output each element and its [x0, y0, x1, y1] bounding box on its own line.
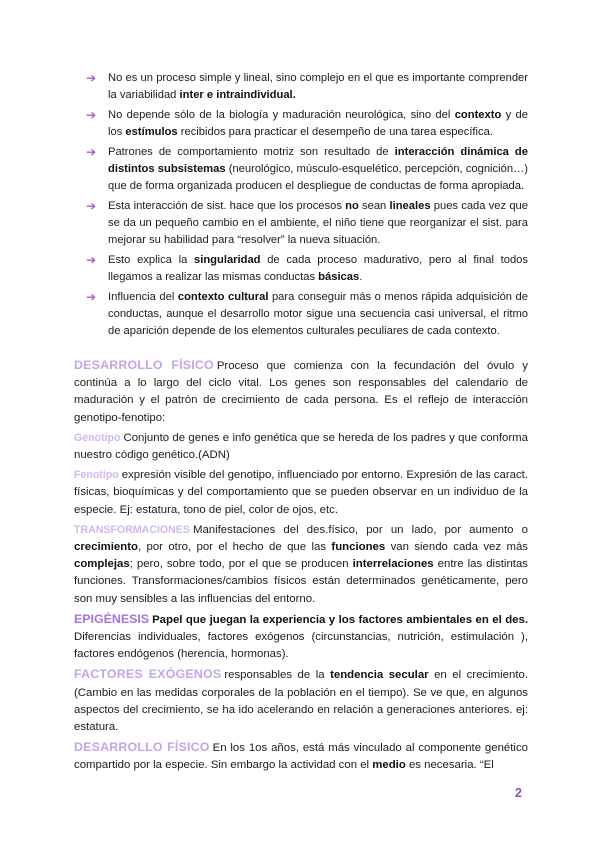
text-run: Esto explica la — [108, 254, 194, 266]
text-run: Influencia del — [108, 291, 178, 303]
text-run: para conseguir más o menos rápida adquisición de conductas, aunque el desarrollo motor sigue una secuencia casi universal, el ritmo de aparición depende de los elementos culturales peculiares de cada contexto. — [108, 291, 528, 337]
section-paragraph — [74, 430, 528, 464]
text-run: pues cada vez que se da un pequeño cambio en el ambiente, el niño tiene que reorganizar el sist. para mejorar su habilidad para “resolver” la nueva situación. — [108, 200, 528, 246]
arrow-bullet-icon: ➔ — [86, 290, 97, 304]
text-run: . — [359, 271, 363, 283]
bold-text: crecimiento — [74, 541, 138, 554]
bold-text: medio — [372, 759, 406, 772]
bullet-item — [86, 252, 528, 286]
section-keyword: Genotipo — [74, 431, 121, 444]
text-run: No depende sólo de la biología y maduración neurológica, sino del — [108, 109, 455, 121]
section-paragraph — [74, 357, 528, 427]
text-run: Manifestaciones del des.físico, por un lado, por aumento o — [192, 523, 528, 536]
arrow-bullet-icon: ➔ — [86, 199, 97, 213]
text-run: van siendo cada vez más — [385, 541, 528, 554]
bold-text: contexto cultural — [177, 291, 269, 303]
section-paragraph — [74, 467, 528, 519]
text-run: , por otro, por el hecho de que las — [137, 541, 332, 554]
section-keyword: EPIGÉNESIS — [74, 611, 150, 626]
section-keyword: DESARROLLO FÍSICO — [74, 740, 210, 755]
section-keyword: FACTORES EXÓGENOS — [74, 667, 222, 682]
bullet-item — [86, 289, 528, 340]
text-run: Conjunto de genes e info genética que se hereda de los padres y que conforma nuestro código genético.(ADN) — [74, 431, 528, 462]
arrow-bullet-icon: ➔ — [86, 108, 97, 122]
text-run: ; pero, sobre todo, por el que se producen — [129, 558, 353, 571]
section-keyword: Fenotipo — [74, 469, 119, 482]
bold-text: Papel que juegan la experiencia y los factores ambientales en el des. — [152, 613, 528, 626]
section-paragraph — [74, 739, 528, 774]
section-paragraph — [74, 666, 528, 736]
arrow-bullet-icon: ➔ — [86, 71, 97, 85]
bullet-item — [86, 70, 528, 104]
bold-text: inter e intraindividual. — [179, 89, 296, 101]
section-keyword: DESARROLLO FÍSICO — [74, 358, 214, 372]
text-run: recibidos para practicar el desempeño de una tarea específica. — [177, 126, 493, 138]
bold-text: estímulos — [125, 126, 178, 138]
bullet-item — [86, 107, 528, 141]
arrow-bullet-icon: ➔ — [86, 145, 97, 159]
text-run: expresión visible del genotipo, influenciado por entorno. Expresión de las caract. físicas, bioquímicas y del comportamiento que se pueden observar en un individuo de la especie. Ej: estatura, tono de piel, color de ojos, etc. — [74, 469, 528, 516]
text-run: de cada proceso madurativo, pero al final todos llegamos a realizar las mismas conductas — [108, 254, 528, 283]
arrow-bullet-icon: ➔ — [86, 253, 97, 267]
bold-text: básicas — [318, 271, 360, 283]
section-paragraph — [74, 522, 528, 608]
text-run: y de los — [108, 109, 528, 138]
text-run: Esta interacción de sist. hace que los procesos — [108, 200, 346, 212]
text-run: Proceso que comienza con la fecundación del óvulo y continúa a lo largo del ciclo vital. Los genes son responsables del calendario de maduración y el patrón de crecimiento de cada persona. Es el reflejo de interacción genotipo-fenotipo: — [74, 360, 528, 424]
text-run: Patrones de comportamiento motriz son resultado de — [108, 146, 395, 158]
text-run: sean — [358, 200, 390, 212]
bold-text: tendencia secular — [330, 669, 429, 682]
text-run: en el crecimiento. (Cambio en las medidas corporales de la población en el tiempo). Se ve que, en algunos aspectos del crecimiento, se ha ido acelerando en relación a generaciones anteriores. ej: estatura. — [74, 669, 528, 734]
bullet-item — [86, 198, 528, 249]
text-run: es necesaria. “El — [405, 759, 494, 772]
bold-text: funciones — [331, 541, 386, 554]
bold-text: contexto — [454, 109, 502, 121]
section-keyword: TRANSFORMACIONES — [74, 523, 190, 536]
page-number: 2 — [515, 786, 522, 800]
bold-text: interacción dinámica de distintos subsistemas — [108, 146, 528, 175]
section-paragraph — [74, 611, 528, 664]
text-run: (neurológico, músculo-esquelético, percepción, cognición…) que de forma organizada producen el despliegue de conductas de forma apropiada. — [108, 163, 528, 192]
bold-text: no — [345, 200, 359, 212]
bullet-list — [86, 70, 528, 343]
bullet-item — [86, 144, 528, 195]
bold-text: interrelaciones — [352, 558, 434, 571]
bold-text: lineales — [389, 200, 431, 212]
text-run: En los 1os años, está más vinculado al componente genético compartido por la especie. Sin embargo la actividad con el — [74, 742, 528, 772]
text-run: Diferencias individuales, factores exógenos (circunstancias, nutrición, estimulación ), factores endógenos (herencia, hormonas). — [74, 631, 528, 661]
text-run: No es un proceso simple y lineal, sino complejo en el que es importante comprender la variabilidad — [108, 72, 528, 101]
text-run: entre las distintas funciones. Transformaciones/cambios físicos están determinados genéticamente, pero son muy sensibles a las influencias del entorno. — [74, 558, 528, 605]
bold-text: singularidad — [194, 254, 261, 266]
text-run: responsables de la — [224, 669, 331, 682]
bold-text: complejas — [74, 558, 130, 571]
sections-block — [74, 357, 528, 778]
